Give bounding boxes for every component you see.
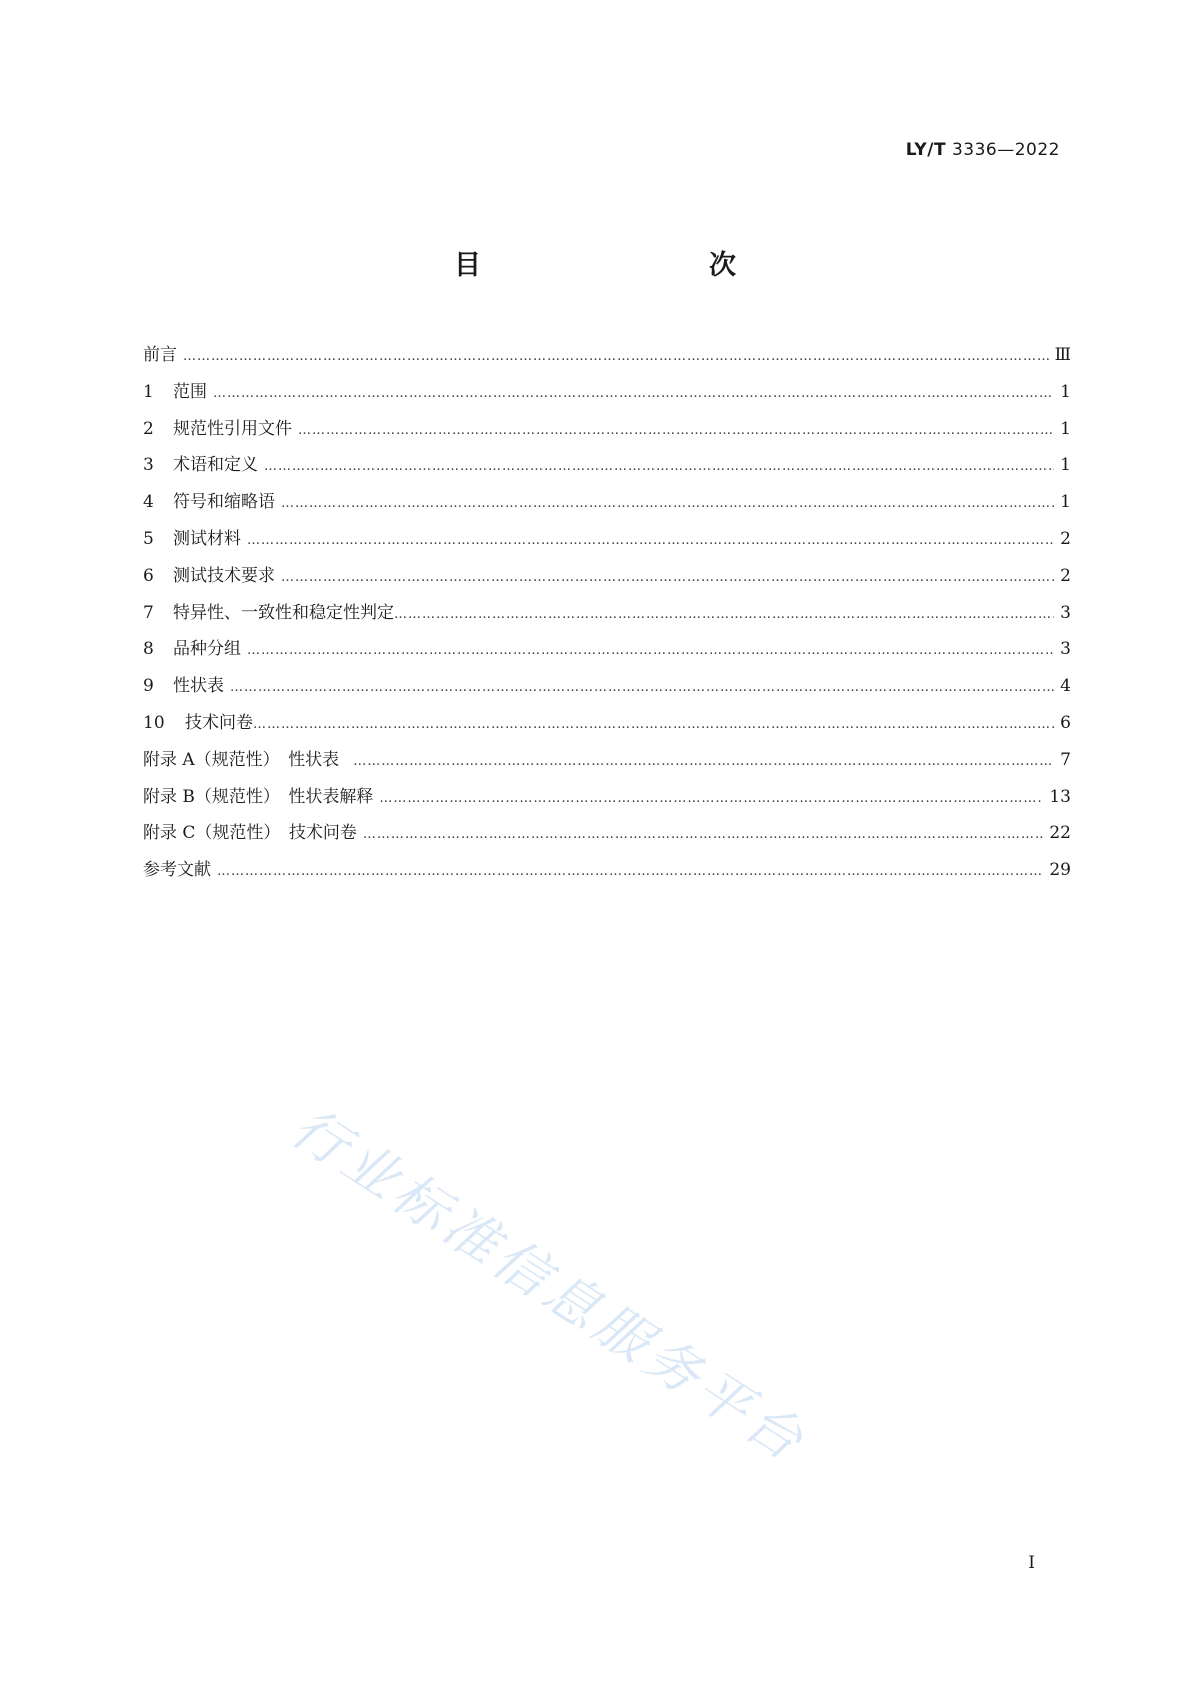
toc-entry-label: 品种分组	[173, 639, 241, 660]
toc-entry-10[interactable]	[143, 708, 1071, 745]
toc-entry-number: 9	[143, 676, 154, 697]
toc-entry-label: 测试技术要求	[173, 565, 275, 586]
toc-entry-page: 6	[1060, 712, 1071, 733]
table-of-contents	[143, 340, 1071, 892]
toc-leader-dots	[379, 791, 1043, 806]
toc-leader-dots	[253, 717, 1054, 732]
page-number: I	[1028, 1553, 1035, 1573]
toc-entry-page: 3	[1060, 639, 1071, 660]
toc-entry-annex-c[interactable]	[143, 818, 1071, 855]
toc-entry-7[interactable]	[143, 598, 1071, 635]
toc-entry-page: 2	[1060, 528, 1071, 549]
toc-entry-number: 6	[143, 565, 154, 586]
toc-entry-page: 3	[1060, 602, 1071, 623]
toc-leader-dots	[247, 643, 1054, 658]
toc-entry-label: 附录 C（规范性） 技术问卷	[143, 823, 357, 844]
toc-entry-page: 13	[1049, 786, 1071, 807]
watermark: 行业标准信息服务平台	[280, 1095, 819, 1476]
toc-entry-number: 8	[143, 639, 154, 660]
toc-leader-dots	[394, 607, 1054, 622]
toc-entry-label: 术语和定义	[173, 455, 258, 476]
toc-entry-annex-a[interactable]	[143, 745, 1071, 782]
toc-entry-page: 1	[1060, 492, 1071, 513]
toc-entry-label: 符号和缩略语	[173, 492, 275, 513]
toc-leader-dots	[363, 827, 1043, 842]
toc-leader-dots	[183, 349, 1049, 364]
toc-entry-label: 测试材料	[173, 528, 241, 549]
toc-entry-9[interactable]	[143, 671, 1071, 708]
toc-entry-page: 1	[1060, 381, 1071, 402]
toc-entry-number: 3	[143, 455, 154, 476]
toc-entry-3[interactable]	[143, 450, 1071, 487]
toc-leader-dots	[247, 533, 1054, 548]
toc-leader-dots	[230, 680, 1054, 695]
toc-entry-1[interactable]	[143, 377, 1071, 414]
toc-leader-dots	[298, 423, 1054, 438]
toc-entry-page: 2	[1060, 565, 1071, 586]
toc-entry-label: 附录 B（规范性） 性状表解释	[143, 786, 374, 807]
toc-entry-page: 29	[1049, 860, 1071, 881]
toc-entry-preface[interactable]	[143, 340, 1071, 377]
toc-entry-bibliography[interactable]	[143, 855, 1071, 892]
toc-entry-6[interactable]	[143, 561, 1071, 598]
toc-entry-page: 7	[1060, 749, 1071, 770]
toc-leader-dots	[281, 570, 1054, 585]
standard-code	[906, 140, 1060, 160]
toc-leader-dots	[217, 864, 1043, 879]
page-title: 目 次	[454, 250, 794, 281]
toc-entry-number: 7	[143, 602, 154, 623]
toc-entry-label: 技术问卷	[185, 712, 253, 733]
toc-entry-5[interactable]	[143, 524, 1071, 561]
toc-entry-label: 规范性引用文件	[173, 418, 292, 439]
toc-entry-4[interactable]	[143, 487, 1071, 524]
toc-entry-page: 22	[1049, 823, 1071, 844]
standard-prefix: LY/T	[905, 140, 947, 160]
toc-leader-dots	[281, 496, 1054, 511]
toc-entry-page: 4	[1060, 676, 1071, 697]
toc-entry-number: 2	[143, 418, 154, 439]
toc-leader-dots	[264, 459, 1054, 474]
toc-entry-page: 1	[1060, 455, 1071, 476]
toc-entry-label: 前言	[143, 345, 177, 365]
standard-number: 3336—2022	[951, 140, 1060, 160]
toc-entry-label: 性状表	[173, 676, 224, 697]
toc-entry-label: 特异性、一致性和稳定性判定	[173, 602, 394, 623]
toc-entry-page: Ⅲ	[1054, 345, 1071, 365]
toc-entry-number: 5	[143, 528, 154, 549]
toc-entry-label: 附录 A（规范性） 性状表	[143, 749, 340, 770]
toc-entry-number: 1	[143, 381, 154, 402]
toc-entry-page: 1	[1060, 418, 1071, 439]
toc-entry-2[interactable]	[143, 414, 1071, 451]
toc-entry-annex-b[interactable]	[143, 782, 1071, 819]
toc-entry-label: 参考文献	[143, 860, 211, 881]
toc-leader-dots	[353, 754, 1054, 769]
toc-entry-8[interactable]	[143, 634, 1071, 671]
toc-leader-dots	[213, 386, 1054, 401]
toc-entry-number: 10	[143, 712, 165, 733]
toc-entry-label: 范围	[173, 381, 207, 402]
toc-entry-number: 4	[143, 492, 154, 513]
